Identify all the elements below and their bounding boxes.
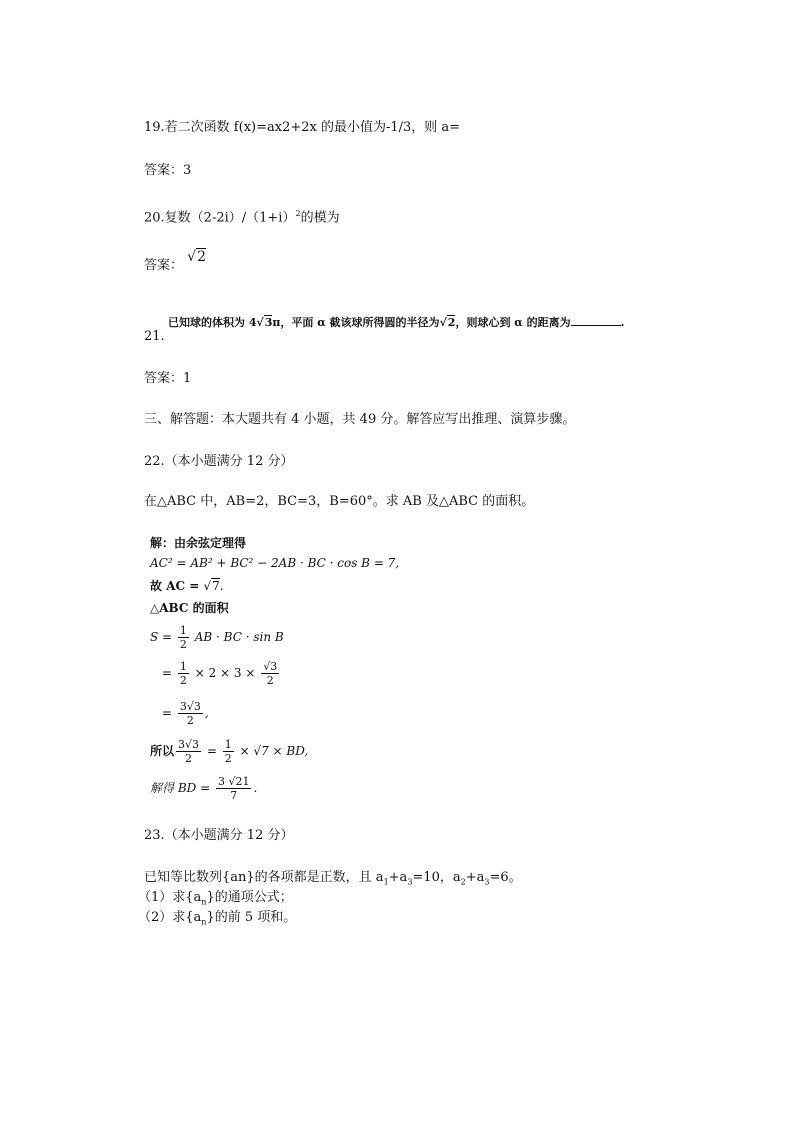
question-21-number: 21. [144, 329, 165, 344]
fraction: $\frac{√3}{2}$ [263, 660, 278, 687]
question-23-header: 23.（本小题满分 12 分） [144, 828, 294, 843]
question-22-body: 在△ABC 中，AB=2，BC=3，B=60°。求 AB 及△ABC 的面积。 [144, 494, 535, 509]
radical-sign: √ [439, 316, 447, 329]
fraction: $\frac{1}{2}$ [179, 660, 187, 687]
answer-blank [571, 315, 621, 326]
section-heading: 三、解答题：本大题共有 4 小题，共 49 分。解答应写出推理、演算步骤。 [144, 412, 576, 427]
fraction: $\frac{3 √21}{7}$ [217, 775, 250, 802]
radical-sign: √ [187, 249, 197, 265]
question-19: 19.若二次函数 f(x)=ax2+2x 的最小值为-1/3，则 a= [144, 120, 461, 135]
question-22-header: 22.（本小题满分 12 分） [144, 454, 294, 469]
solution-line-1: AC² = AB² + BC² − 2AB · BC · cos B = 7, [150, 556, 400, 570]
question-23-body: 已知等比数列{an}的各项都是正数，且 $a_1+a_3=10$，$a_2+a_3=6$。 [144, 870, 522, 887]
solution-title: 解：由余弦定理得 [150, 536, 247, 550]
answer-20: 答案： √2 [144, 249, 206, 273]
radical-sign: √ [203, 579, 212, 593]
answer-19: 答案：3 [144, 163, 192, 178]
solution-line-5: = $\frac{1}{2}$ × 2 × 3 × $\frac{√3}{2}$ [162, 660, 278, 687]
question-21: 已知球的体积为 4√3π，平面 α 截该球所得圆的半径为√2，则球心到 α 的距离为 . [168, 316, 625, 329]
answer-21: 答案：1 [144, 371, 192, 386]
solution-line-3: △ABC 的面积 [150, 601, 229, 615]
fraction: $\frac{3√3}{2}$ [178, 738, 200, 765]
radical-sign: √ [256, 316, 264, 329]
fraction: $\frac{3√3}{2}$ [179, 700, 201, 727]
question-23-part-2: （2）求$\{a_n\}$的前 5 项和。 [138, 910, 297, 927]
solution-line-4: S = $\frac{1}{2}$ AB · BC · sin B [150, 624, 284, 651]
question-20: 20.复数$(2-2i)/(1+i)^2$的模为 [144, 209, 340, 226]
fraction: $\frac{1}{2}$ [179, 624, 187, 651]
sqrt-expression: √2 [187, 249, 206, 265]
solution-line-2: 故 AC = √7. [150, 579, 224, 593]
solution-line-7: 所以 $\frac{3√3}{2}$ = $\frac{1}{2}$ × √7 × BD, [150, 738, 309, 765]
question-23-part-1: （1）求$\{a_n\}$的通项公式； [138, 890, 293, 907]
solution-line-6: = $\frac{3√3}{2}$ , [162, 700, 209, 727]
solution-line-8: 解得 BD = $\frac{3 √21}{7}$ . [150, 775, 258, 802]
fraction: $\frac{1}{2}$ [224, 738, 232, 765]
